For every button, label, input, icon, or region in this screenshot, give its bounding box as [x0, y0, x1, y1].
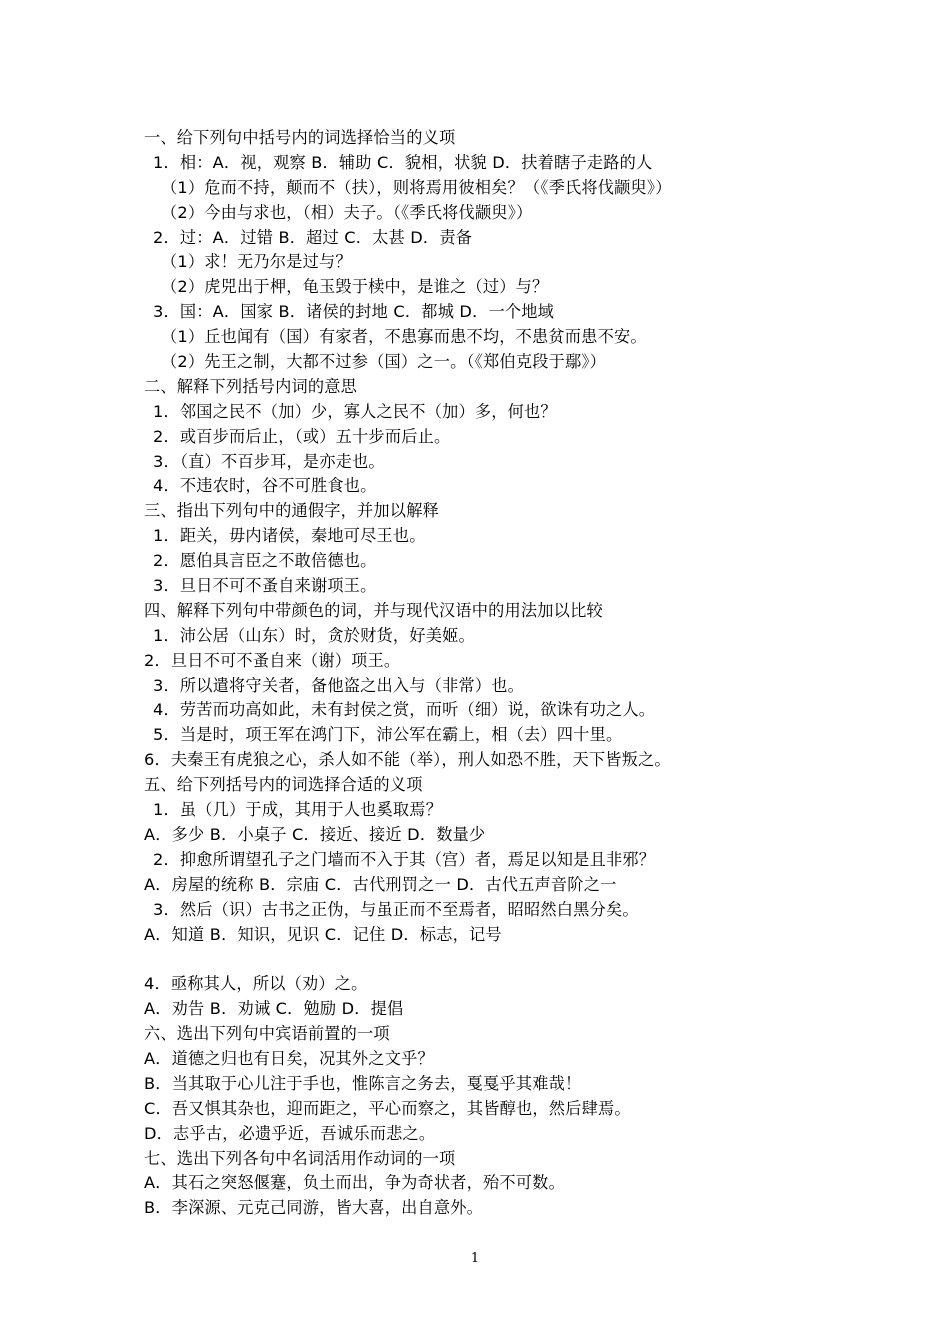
text-line: 1．相：A．视，观察 B．辅助 C．貌相，状貌 D．扶着瞎子走路的人 [153, 152, 653, 172]
text-line: （1）丘也闻有（国）有家者，不患寡而患不均，不患贫而患不安。 [161, 327, 647, 347]
blank-line [144, 947, 844, 972]
text-line: 六、选出下列句中宾语前置的一项 [144, 1024, 390, 1044]
text-line: 2．愿伯具言臣之不敢倍德也。 [153, 551, 377, 571]
text-line: 3．国：A．国家 B．诸侯的封地 C．都城 D．一个地域 [153, 302, 555, 322]
text-line: 1．距关，毋内诸侯，秦地可尽王也。 [153, 526, 426, 546]
text-line: A．房屋的统称 B．宗庙 C．古代刑罚之一 D．古代五声音阶之一 [144, 874, 617, 894]
text-line: 4．不违农时，谷不可胜食也。 [153, 476, 377, 496]
text-line: 5．当是时，项王军在鸿门下，沛公军在霸上，相（去）四十里。 [153, 725, 623, 745]
text-line: 2．过：A．过错 B．超过 C．太甚 D．责备 [153, 227, 473, 247]
text-line: 1．邻国之民不（加）少，寡人之民不（加）多，何也？ [153, 401, 557, 421]
text-line: B．当其取于心儿注于手也，惟陈言之务去，戛戛乎其难哉！ [144, 1073, 582, 1093]
text-line: 2．或百步而后止，（或）五十步而后止。 [153, 426, 451, 446]
text-line: 3．旦日不可不蚤自来谢项王。 [153, 576, 377, 596]
text-line: A．知道 B．知识，见识 C．记住 D．标志，记号 [144, 924, 502, 944]
text-line: 3．然后（识）古书之正伪，与虽正而不至焉者，昭昭然白黑分矣。 [153, 899, 639, 919]
text-line: 五、给下列括号内的词选择合适的义项 [144, 775, 423, 795]
text-line: 4．亟称其人，所以（劝）之。 [144, 974, 368, 994]
text-lines [144, 126, 844, 1221]
text-line: 2．抑愈所谓望孔子之门墙而不入于其（宫）者，焉足以知是且非邪？ [153, 849, 656, 869]
text-line: A．多少 B．小桌子 C．接近、接近 D．数量少 [144, 824, 486, 844]
text-line: 1．沛公居（山东）时，贪於财货，好美姬。 [153, 625, 475, 645]
text-line: 七、选出下列各句中名词活用作动词的一项 [144, 1148, 456, 1168]
text-line: （2）先王之制，大都不过参（国）之一。（《郑伯克段于鄢》） [161, 352, 607, 372]
text-line: A．其石之突怒偃蹇，负土而出，争为奇状者，殆不可数。 [144, 1173, 565, 1193]
text-line: C．吾又惧其杂也，迎而距之，平心而察之，其皆醇也，然后肆焉。 [144, 1098, 631, 1118]
text-line: D．志乎古，必遗乎近，吾诚乐而悲之。 [144, 1123, 436, 1143]
text-line: 四、解释下列句中带颜色的词，并与现代汉语中的用法加以比较 [144, 600, 603, 620]
text-line: （2）今由与求也，（相）夫子。（《季氏将伐颛臾》） [161, 202, 533, 222]
text-line: （2）虎兕出于柙，龟玉毁于椟中，是谁之（过）与？ [161, 277, 549, 297]
text-line: 一、给下列句中括号内的词选择恰当的义项 [144, 128, 456, 147]
text-line: 6．夫秦王有虎狼之心，杀人如不能（举），刑人如恐不胜，天下皆叛之。 [144, 750, 671, 770]
text-line: 二、解释下列括号内词的意思 [144, 376, 358, 396]
text-line: 2．旦日不可不蚤自来（谢）项王。 [144, 650, 401, 670]
text-line: 3．所以遣将守关者，备他盗之出入与（非常）也。 [153, 675, 525, 695]
text-line: （1）危而不持，颠而不（扶），则将焉用彼相矣？（《季氏将伐颛臾》） [161, 177, 672, 197]
text-line: 三、指出下列句中的通假字，并加以解释 [144, 501, 439, 521]
text-line: A．劝告 B．劝诫 C．勉励 D．提倡 [144, 999, 404, 1019]
text-line: A．道德之归也有日矣，况其外之文乎？ [144, 1048, 434, 1068]
text-line: B．李深源、元克己同游，皆大喜，出自意外。 [144, 1198, 484, 1218]
page-number: 1 [470, 1251, 480, 1266]
document-body [144, 126, 844, 1221]
text-line: （1）求！无乃尔是过与？ [161, 252, 352, 272]
text-line: 1．虽（几）于成，其用于人也奚取焉？ [153, 800, 443, 820]
text-line: 3．（直）不百步耳，是亦走也。 [153, 451, 385, 471]
text-line: 4．劳苦而功高如此，未有封侯之赏，而听（细）说，欲诛有功之人。 [153, 700, 656, 720]
